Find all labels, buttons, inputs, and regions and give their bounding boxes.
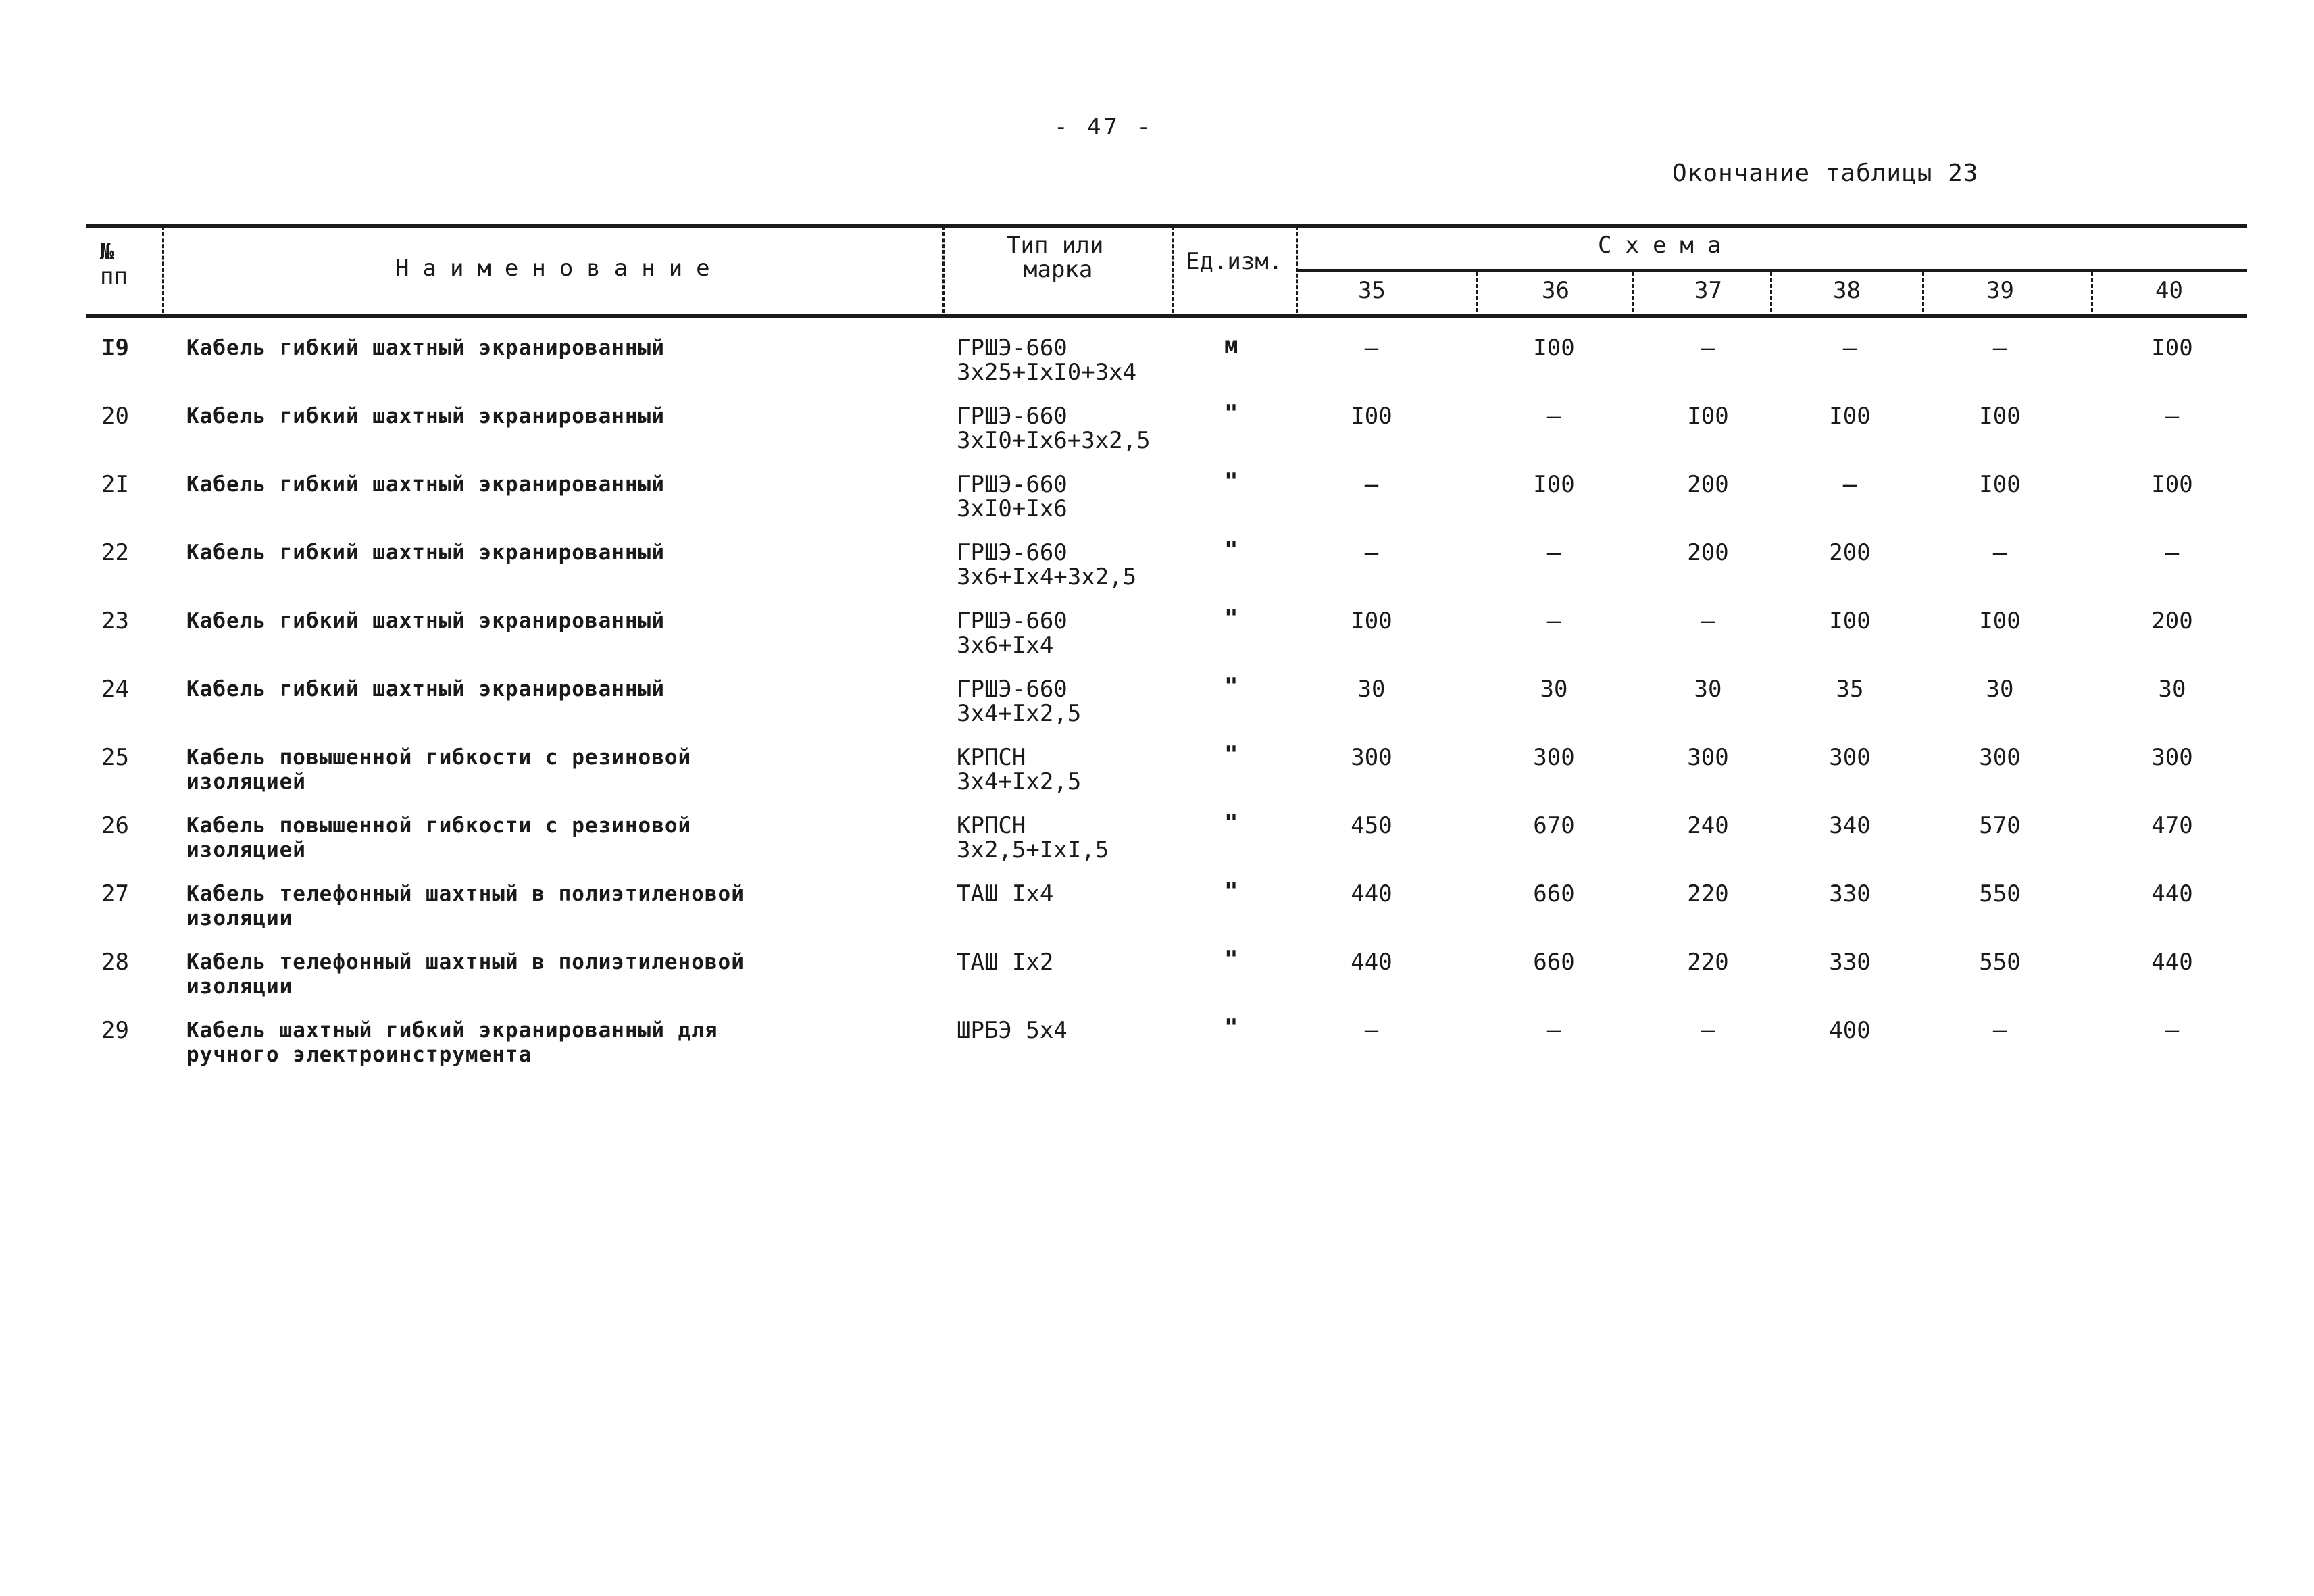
- scheme-38-value: I00: [1829, 607, 1871, 634]
- row-type: 3хI0+Iх6: [957, 495, 1067, 522]
- row-type: 3х4+Iх2,5: [957, 700, 1082, 727]
- row-type: ГРШЭ-660: [957, 471, 1067, 498]
- scheme-39-value: 550: [1979, 880, 2021, 907]
- scheme-36-value: –: [1546, 1017, 1561, 1044]
- scheme-40-value: 440: [2151, 949, 2193, 976]
- scheme-35-value: 450: [1351, 812, 1392, 839]
- scheme-38-value: 330: [1829, 949, 1871, 976]
- scheme-35-value: 30: [1357, 676, 1386, 703]
- row-type: ТАШ Iх2: [957, 949, 1054, 976]
- row-type: ГРШЭ-660: [957, 539, 1067, 566]
- scheme-40-value: –: [2165, 1017, 2180, 1044]
- row-number: 2I: [101, 471, 129, 498]
- header-scheme-38: 38: [1833, 277, 1861, 304]
- row-name: Кабель гибкий шахтный экранированный: [186, 677, 665, 701]
- scheme-37-value: –: [1701, 334, 1715, 361]
- col-sep-36: [1476, 272, 1478, 312]
- row-number: 22: [101, 539, 129, 566]
- row-number: 20: [101, 403, 129, 430]
- scheme-38-value: –: [1842, 471, 1857, 498]
- row-unit: ": [1224, 537, 1238, 564]
- col-sep-name: [942, 226, 945, 313]
- scheme-39-value: –: [1992, 1017, 2007, 1044]
- row-name: Кабель гибкий шахтный экранированный: [186, 404, 665, 428]
- scheme-36-value: 670: [1533, 812, 1575, 839]
- row-type: ГРШЭ-660: [957, 676, 1067, 703]
- row-name: изоляции: [186, 974, 293, 999]
- scheme-40-value: I00: [2151, 334, 2193, 361]
- scheme-36-value: I00: [1533, 471, 1575, 498]
- page-number: - 47 -: [1054, 114, 1153, 141]
- scheme-36-value: 660: [1533, 880, 1575, 907]
- col-sep-38: [1770, 272, 1772, 312]
- header-name: Наименование: [395, 255, 724, 282]
- scheme-36-value: –: [1546, 607, 1561, 634]
- header-type-top: Тип или: [1007, 232, 1104, 259]
- scheme-40-value: –: [2165, 539, 2180, 566]
- header-scheme-40: 40: [2155, 277, 2183, 304]
- row-name: Кабель гибкий шахтный экранированный: [186, 541, 665, 565]
- scheme-36-value: I00: [1533, 334, 1575, 361]
- scheme-35-value: 440: [1351, 880, 1392, 907]
- scheme-38-value: 35: [1836, 676, 1864, 703]
- scheme-36-value: –: [1546, 539, 1561, 566]
- header-unit: Ед.изм.: [1186, 248, 1283, 275]
- row-name: Кабель гибкий шахтный экранированный: [186, 472, 665, 497]
- scheme-40-value: I00: [2151, 471, 2193, 498]
- row-number: I9: [101, 334, 129, 361]
- scheme-37-value: 200: [1687, 539, 1729, 566]
- scheme-36-value: 660: [1533, 949, 1575, 976]
- row-unit: ": [1224, 878, 1238, 905]
- row-number: 25: [101, 744, 129, 771]
- row-number: 23: [101, 607, 129, 634]
- scheme-39-value: I00: [1979, 403, 2021, 430]
- row-unit: ": [1224, 605, 1238, 632]
- row-type: 3х4+Iх2,5: [957, 768, 1082, 795]
- row-unit: ": [1224, 468, 1238, 495]
- row-number: 26: [101, 812, 129, 839]
- row-type: 3хI0+Iх6+3х2,5: [957, 427, 1151, 454]
- header-bottom-rule: [86, 314, 2247, 318]
- row-unit: ": [1224, 673, 1238, 700]
- row-name: изоляции: [186, 906, 293, 930]
- row-number: 28: [101, 949, 129, 976]
- scheme-38-value: –: [1842, 334, 1857, 361]
- scheme-37-value: I00: [1687, 403, 1729, 430]
- scheme-37-value: 30: [1694, 676, 1722, 703]
- scheme-39-value: I00: [1979, 607, 2021, 634]
- scheme-40-value: 440: [2151, 880, 2193, 907]
- scheme-37-value: 300: [1687, 744, 1729, 771]
- scheme-36-value: 300: [1533, 744, 1575, 771]
- header-schema: Схема: [1598, 232, 1735, 259]
- col-sep-40: [2091, 272, 2093, 312]
- scheme-35-value: 440: [1351, 949, 1392, 976]
- scheme-35-value: –: [1364, 334, 1379, 361]
- row-unit: ": [1224, 946, 1238, 973]
- header-scheme-35: 35: [1358, 277, 1386, 304]
- row-name: Кабель повышенной гибкости с резиновой: [186, 745, 692, 770]
- row-type: ГРШЭ-660: [957, 403, 1067, 430]
- scheme-37-value: 220: [1687, 949, 1729, 976]
- scheme-37-value: 240: [1687, 812, 1729, 839]
- row-number: 29: [101, 1017, 129, 1044]
- row-unit: ": [1224, 809, 1238, 837]
- row-name: Кабель шахтный гибкий экранированный для: [186, 1018, 718, 1043]
- scheme-36-value: 30: [1540, 676, 1568, 703]
- scheme-35-value: I00: [1351, 403, 1392, 430]
- scheme-36-value: –: [1546, 403, 1561, 430]
- scheme-40-value: 470: [2151, 812, 2193, 839]
- scheme-35-value: –: [1364, 1017, 1379, 1044]
- scheme-35-value: –: [1364, 539, 1379, 566]
- scheme-39-value: –: [1992, 539, 2007, 566]
- header-scheme-36: 36: [1542, 277, 1569, 304]
- scheme-38-value: I00: [1829, 403, 1871, 430]
- header-scheme-37: 37: [1694, 277, 1722, 304]
- scheme-37-value: –: [1701, 1017, 1715, 1044]
- row-type: КРПСН: [957, 812, 1026, 839]
- row-type: 3х2,5+IхI,5: [957, 837, 1109, 864]
- scheme-40-value: 300: [2151, 744, 2193, 771]
- scheme-39-value: –: [1992, 334, 2007, 361]
- row-number: 24: [101, 676, 129, 703]
- scheme-37-value: 200: [1687, 471, 1729, 498]
- scheme-37-value: –: [1701, 607, 1715, 634]
- scheme-39-value: 30: [1986, 676, 2014, 703]
- header-num-symbol: №: [100, 239, 114, 266]
- row-unit: ": [1224, 1014, 1238, 1041]
- row-name: Кабель телефонный шахтный в полиэтиленовой: [186, 882, 745, 906]
- scheme-40-value: 200: [2151, 607, 2193, 634]
- header-scheme-39: 39: [1986, 277, 2014, 304]
- scheme-40-value: 30: [2158, 676, 2186, 703]
- row-number: 27: [101, 880, 129, 907]
- scheme-40-value: –: [2165, 403, 2180, 430]
- col-sep-39: [1922, 272, 1924, 312]
- scheme-39-value: 300: [1979, 744, 2021, 771]
- row-name: Кабель повышенной гибкости с резиновой: [186, 814, 692, 838]
- col-sep-37: [1632, 272, 1634, 312]
- row-type: ТАШ Iх4: [957, 880, 1054, 907]
- scheme-38-value: 400: [1829, 1017, 1871, 1044]
- table-caption: Окончание таблицы 23: [1672, 159, 1979, 187]
- scheme-39-value: I00: [1979, 471, 2021, 498]
- col-sep-type: [1172, 226, 1174, 313]
- row-unit: ": [1224, 400, 1238, 427]
- row-type: КРПСН: [957, 744, 1026, 771]
- header-num-label: пп: [100, 263, 128, 290]
- row-name: изоляцией: [186, 838, 306, 862]
- row-unit: ": [1224, 741, 1238, 768]
- row-name: ручного электроинструмента: [186, 1043, 532, 1067]
- row-type: ГРШЭ-660: [957, 334, 1067, 361]
- row-type: 3х25+IхI0+3х4: [957, 359, 1137, 386]
- scheme-38-value: 200: [1829, 539, 1871, 566]
- scheme-35-value: I00: [1351, 607, 1392, 634]
- scheme-37-value: 220: [1687, 880, 1729, 907]
- schema-rule: [1297, 269, 2247, 272]
- table-top-rule: [86, 224, 2247, 228]
- row-type: 3х6+Iх4: [957, 632, 1054, 659]
- scheme-35-value: –: [1364, 471, 1379, 498]
- row-name: Кабель гибкий шахтный экранированный: [186, 336, 665, 360]
- row-type: ШРБЭ 5х4: [957, 1017, 1067, 1044]
- col-sep-num: [162, 226, 164, 313]
- scheme-35-value: 300: [1351, 744, 1392, 771]
- row-type: 3х6+Iх4+3х2,5: [957, 564, 1137, 591]
- row-name: Кабель телефонный шахтный в полиэтиленовой: [186, 950, 745, 974]
- row-type: ГРШЭ-660: [957, 607, 1067, 634]
- scheme-39-value: 550: [1979, 949, 2021, 976]
- scheme-38-value: 340: [1829, 812, 1871, 839]
- header-type-bottom: марка: [1024, 256, 1093, 283]
- row-name: Кабель гибкий шахтный экранированный: [186, 609, 665, 633]
- col-sep-unit: [1296, 226, 1298, 313]
- scheme-38-value: 330: [1829, 880, 1871, 907]
- scheme-38-value: 300: [1829, 744, 1871, 771]
- row-unit: м: [1224, 332, 1238, 359]
- row-name: изоляцией: [186, 770, 306, 794]
- scheme-39-value: 570: [1979, 812, 2021, 839]
